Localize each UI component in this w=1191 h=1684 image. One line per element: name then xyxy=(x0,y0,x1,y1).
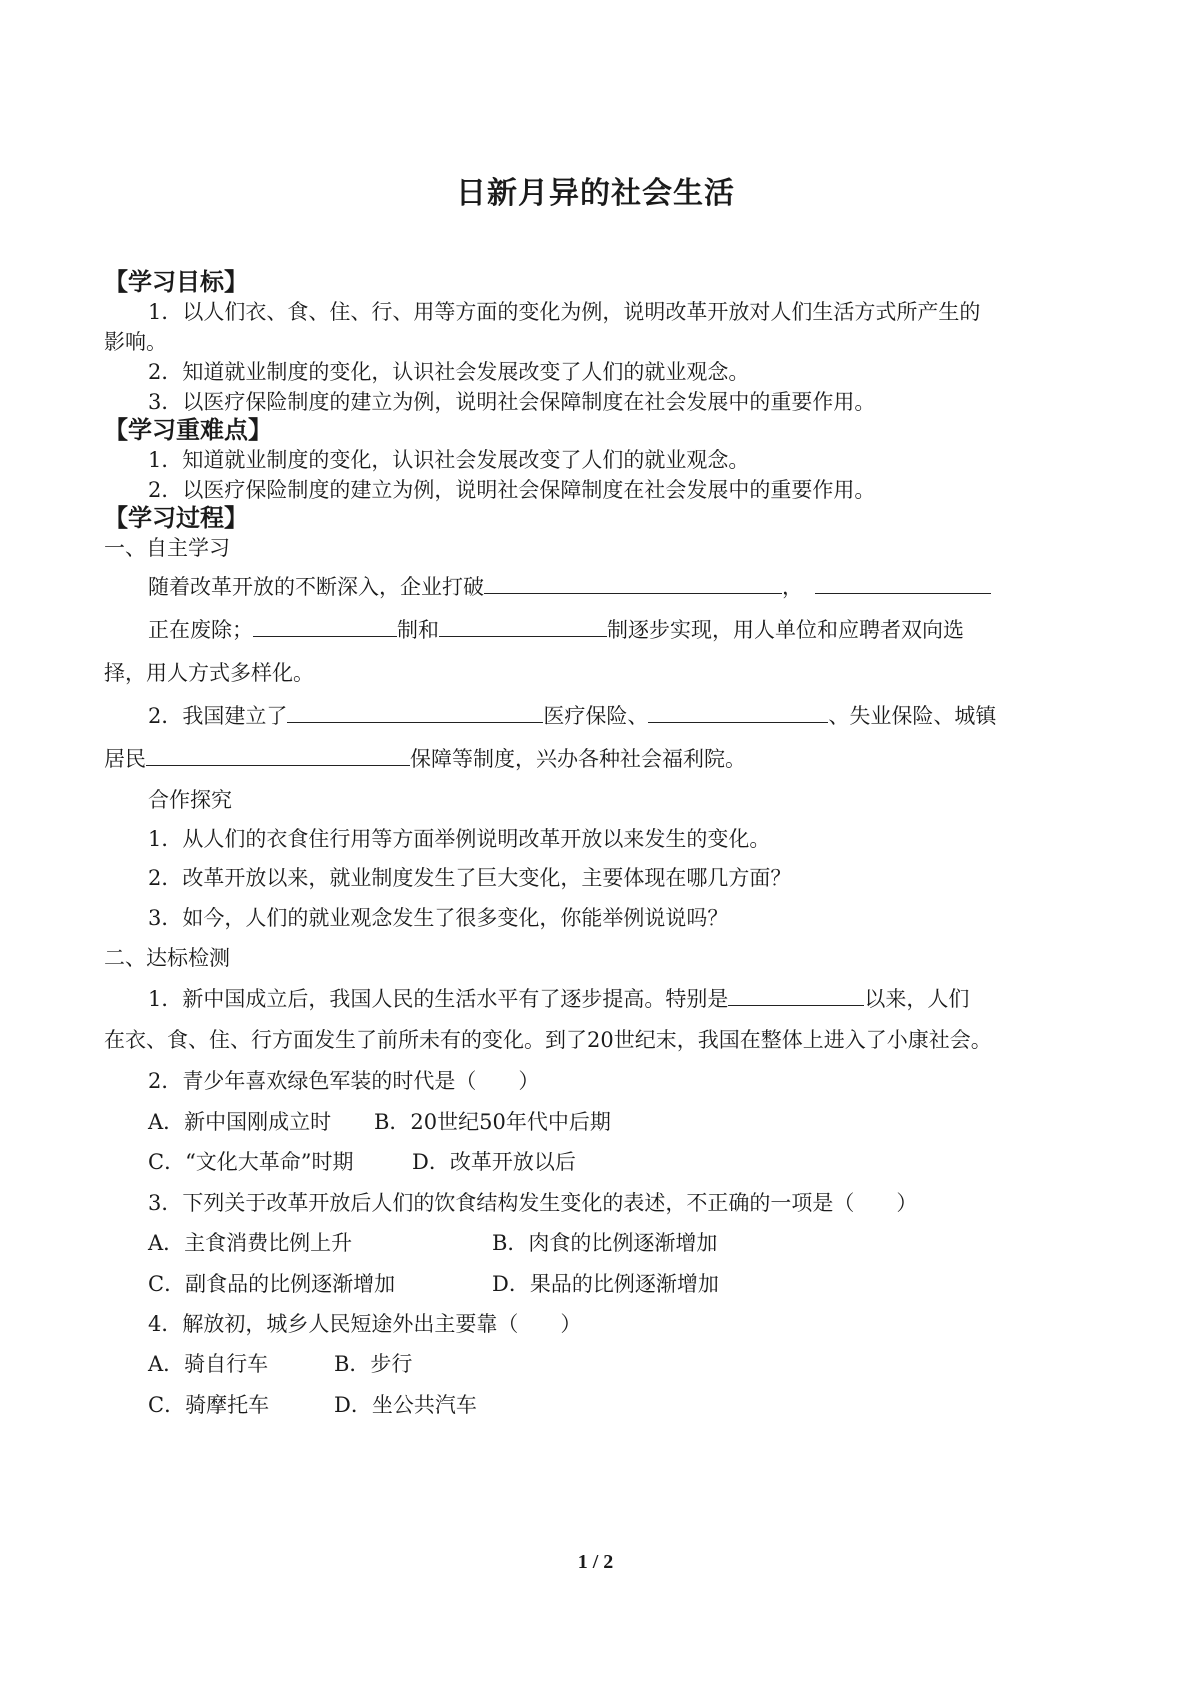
option-d[interactable]: D．改革开放以后 xyxy=(412,1150,576,1174)
process-heading: 【学习过程】 xyxy=(104,504,248,532)
key-points-heading: 【学习重难点】 xyxy=(104,416,272,444)
answer-blank[interactable] xyxy=(728,984,864,1006)
option-d[interactable]: D．坐公共汽车 xyxy=(334,1393,477,1417)
fill-question-1-line-1: 随着改革开放的不断深入，企业打破 ， xyxy=(148,571,991,601)
goal-item: 2．知道就业制度的变化，认识社会发展改变了人们的就业观念。 xyxy=(148,360,750,384)
answer-blank[interactable] xyxy=(484,572,782,594)
self-study-heading: 一、自主学习 xyxy=(104,536,230,560)
answer-blank[interactable] xyxy=(439,615,607,637)
test-question-4-stem: 4．解放初，城乡人民短途外出主要靠（ ） xyxy=(148,1312,582,1336)
test-heading: 二、达标检测 xyxy=(104,946,230,970)
test-question-2-stem: 2．青少年喜欢绿色军装的时代是（ ） xyxy=(148,1069,540,1093)
option-a[interactable]: A．新中国刚成立时 xyxy=(148,1110,332,1134)
goal-item: 影响。 xyxy=(104,330,167,354)
answer-blank[interactable] xyxy=(287,701,543,723)
answer-blank[interactable] xyxy=(253,615,397,637)
test-question-3-stem: 3．下列关于改革开放后人们的饮食结构发生变化的表述，不正确的一项是（ ） xyxy=(148,1191,918,1215)
answer-blank[interactable] xyxy=(815,572,991,594)
cooperation-item: 2．改革开放以来，就业制度发生了巨大变化，主要体现在哪几方面？ xyxy=(148,866,792,890)
page-title: 日新月异的社会生活 xyxy=(456,176,735,211)
fill-question-1-line-3: 择，用人方式多样化。 xyxy=(104,661,314,685)
goals-heading: 【学习目标】 xyxy=(104,268,248,296)
fill-question-2-line-1: 2．我国建立了 医疗保险、 、失业保险、城镇 xyxy=(148,700,996,730)
test-question-1-line-2: 在衣、食、住、行方面发生了前所未有的变化。到了20世纪末，我国在整体上进入了小康社会。 xyxy=(104,1028,992,1052)
fill-question-1-line-2: 正在废除； 制和 制逐步实现，用人单位和应聘者双向选 xyxy=(148,614,964,644)
option-a[interactable]: A．主食消费比例上升 xyxy=(148,1231,353,1255)
test-question-1-line-1: 1．新中国成立后，我国人民的生活水平有了逐步提高。特别是 以来，人们 xyxy=(148,983,969,1013)
option-b[interactable]: B．步行 xyxy=(334,1352,413,1376)
page-number: 1 / 2 xyxy=(577,1551,614,1573)
answer-blank[interactable] xyxy=(146,744,410,766)
cooperation-item: 3．如今，人们的就业观念发生了很多变化，你能举例说说吗？ xyxy=(148,906,729,930)
key-point-item: 2．以医疗保险制度的建立为例，说明社会保障制度在社会发展中的重要作用。 xyxy=(148,478,876,502)
fill-question-2-line-2: 居民 保障等制度，兴办各种社会福利院。 xyxy=(104,743,746,773)
option-d[interactable]: D．果品的比例逐渐增加 xyxy=(492,1272,719,1296)
option-b[interactable]: B．20世纪50年代中后期 xyxy=(374,1110,611,1134)
cooperation-item: 1．从人们的衣食住行用等方面举例说明改革开放以来发生的变化。 xyxy=(148,827,771,851)
option-c[interactable]: C．副食品的比例逐渐增加 xyxy=(148,1272,396,1296)
option-c[interactable]: C．骑摩托车 xyxy=(148,1393,270,1417)
goal-item: 3．以医疗保险制度的建立为例，说明社会保障制度在社会发展中的重要作用。 xyxy=(148,390,876,414)
key-point-item: 1．知道就业制度的变化，认识社会发展改变了人们的就业观念。 xyxy=(148,448,750,472)
option-c[interactable]: C．“文化大革命”时期 xyxy=(148,1150,354,1174)
goal-item: 1．以人们衣、食、住、行、用等方面的变化为例，说明改革开放对人们生活方式所产生的 xyxy=(148,300,981,324)
option-a[interactable]: A．骑自行车 xyxy=(148,1352,269,1376)
option-b[interactable]: B．肉食的比例逐渐增加 xyxy=(492,1231,718,1255)
cooperation-heading: 合作探究 xyxy=(148,788,232,812)
answer-blank[interactable] xyxy=(648,701,828,723)
